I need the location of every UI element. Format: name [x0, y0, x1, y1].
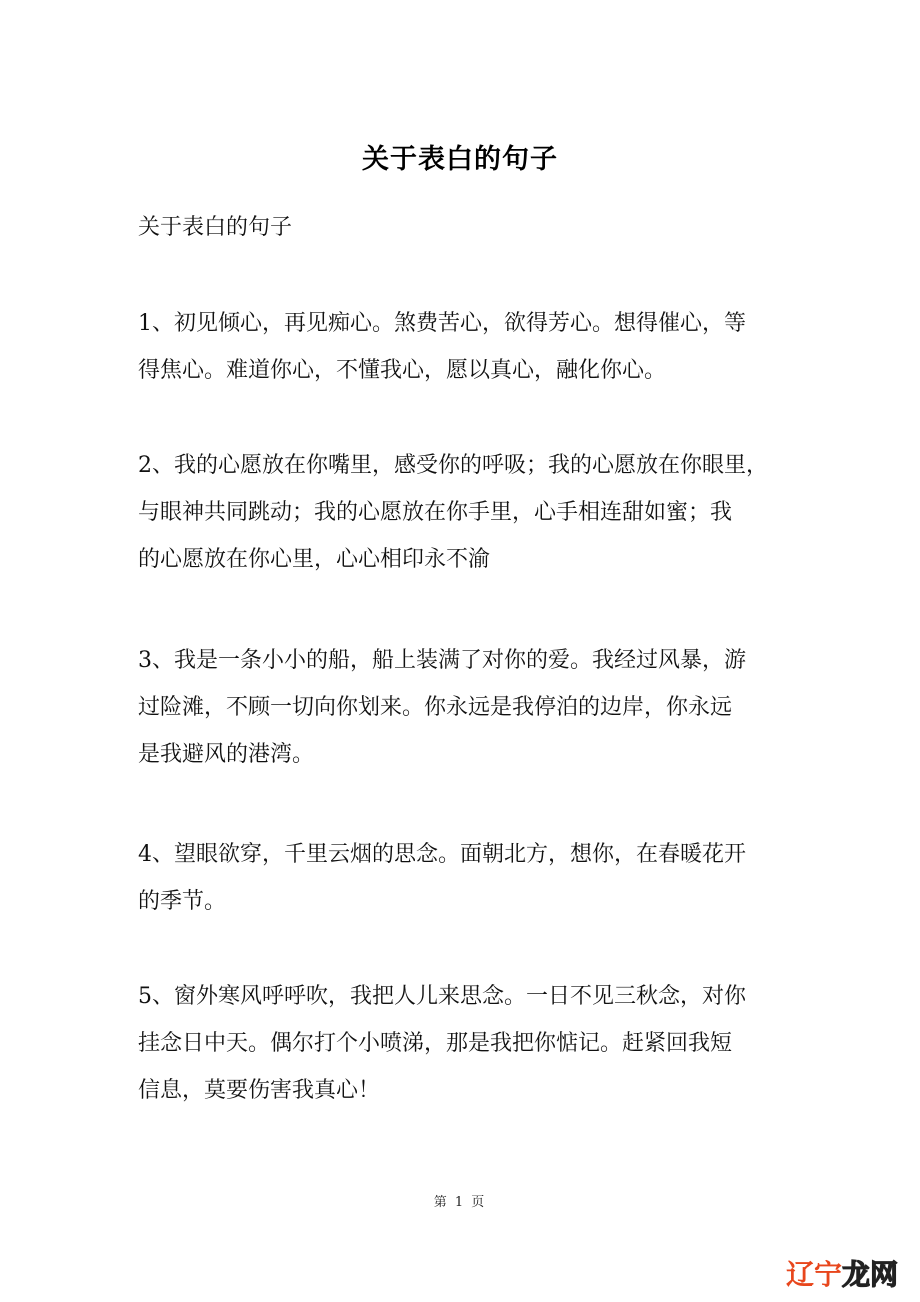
watermark-red-text: 辽宁 — [786, 1258, 843, 1291]
document-subtitle: 关于表白的句子 — [138, 215, 293, 240]
document-title: 关于表白的句子 — [362, 144, 558, 175]
paragraph-line: 信息，莫要伤害我真心！ — [138, 1078, 381, 1103]
paragraph-line: 5、窗外寒风呼呼吹，我把人儿来思念。一日不见三秋念，对你 — [138, 984, 746, 1009]
paragraph-4 — [138, 831, 798, 925]
paragraph-line: 的季节。 — [138, 889, 227, 914]
watermark-white-text: 龙网 — [842, 1258, 899, 1291]
paragraph-line: 4、望眼欲穿，千里云烟的思念。面朝北方，想你，在春暖花开 — [138, 842, 746, 867]
site-watermark-logo — [786, 1253, 898, 1293]
page-number: 第 1 页 — [433, 1195, 487, 1210]
paragraph-line: 3、我是一条小小的船，船上装满了对你的爱。我经过风暴，游 — [138, 648, 746, 673]
paragraph-line: 是我避风的港湾。 — [138, 742, 315, 767]
paragraph-3 — [138, 637, 798, 778]
paragraph-line: 的心愿放在你心里，心心相印永不渝 — [138, 547, 491, 572]
paragraph-line: 与眼神共同跳动；我的心愿放在你手里，心手相连甜如蜜；我 — [138, 500, 733, 525]
paragraph-1 — [138, 300, 798, 394]
paragraph-5 — [138, 973, 798, 1114]
paragraph-2 — [138, 442, 798, 583]
paragraph-line: 2、我的心愿放在你嘴里，感受你的呼吸；我的心愿放在你眼里， — [138, 453, 768, 478]
paragraph-line: 1、初见倾心，再见痴心。煞费苦心，欲得芳心。想得催心，等 — [138, 311, 746, 336]
paragraph-line: 过险滩，不顾一切向你划来。你永远是我停泊的边岸，你永远 — [138, 695, 733, 720]
paragraph-line: 得焦心。难道你心，不懂我心，愿以真心，融化你心。 — [138, 358, 667, 383]
paragraph-line: 挂念日中天。偶尔打个小喷涕，那是我把你惦记。赶紧回我短 — [138, 1031, 733, 1056]
